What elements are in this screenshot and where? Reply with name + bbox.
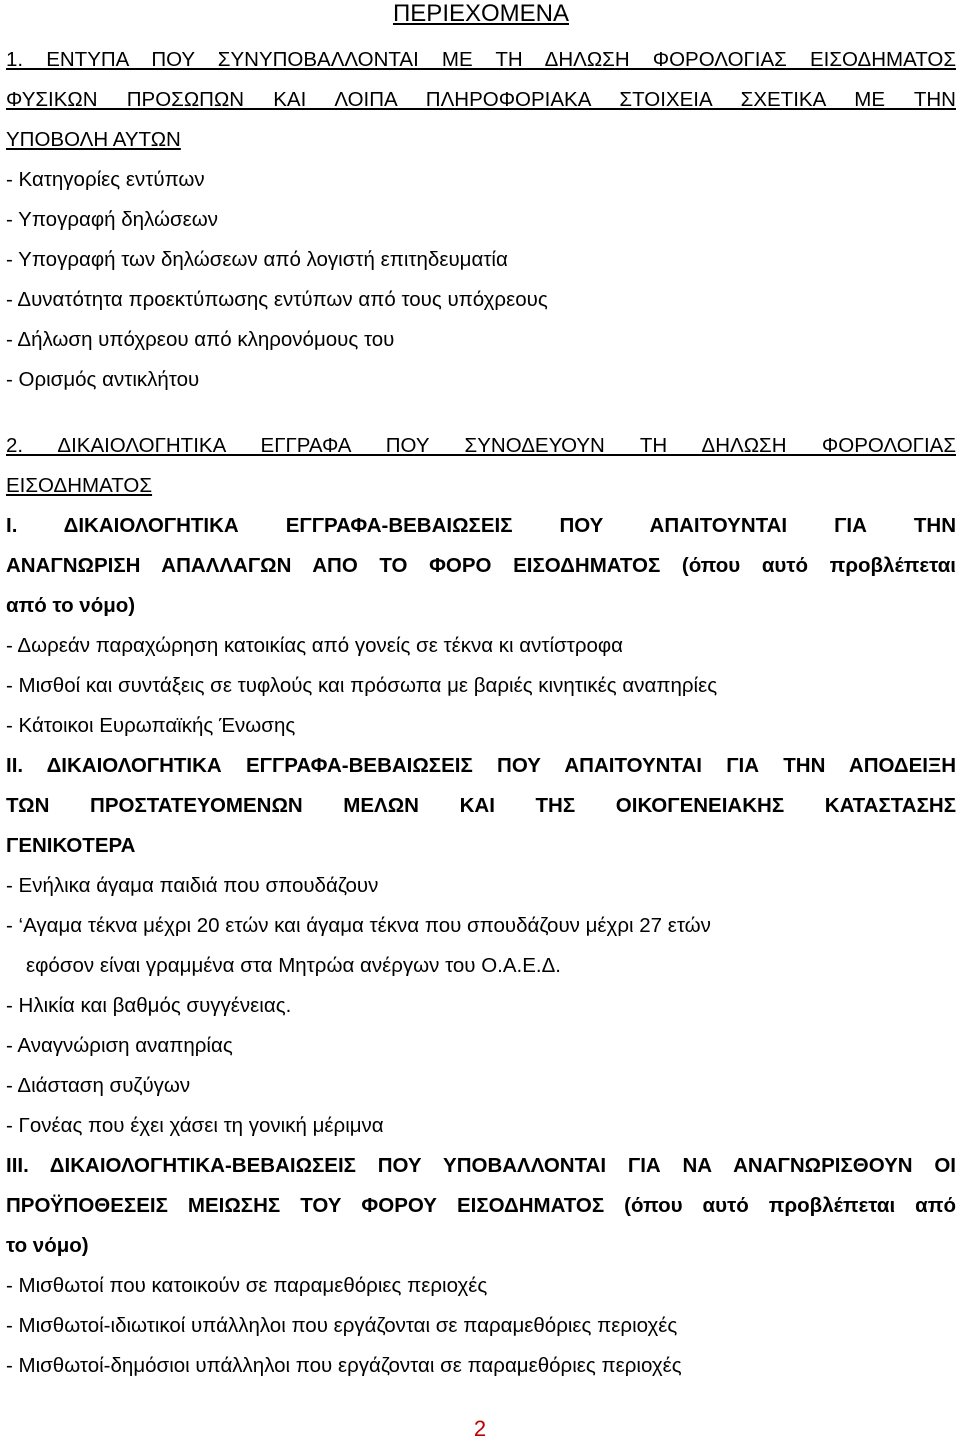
list-item: - Διάσταση συζύγων — [6, 1074, 191, 1097]
list-item: - Μισθοί και συντάξεις σε τυφλούς και πρόσωπα με βαριές κινητικές αναπηρίες — [6, 674, 718, 697]
section-1-heading-line: 1. ΕΝΤΥΠΑ ΠΟΥ ΣΥΝΥΠΟΒΑΛΛΟΝΤΑΙ ΜΕ ΤΗ ΔΗΛΩΣΗ ΦΟΡΟΛΟΓΙΑΣ ΕΙΣΟΔΗΜΑΤΟΣ — [6, 48, 956, 71]
subsection-3-heading-line: ΙΙΙ. ΔΙΚΑΙΟΛΟΓΗΤΙΚΑ-ΒΕΒΑΙΩΣΕΙΣ ΠΟΥ ΥΠΟΒΑΛΛΟΝΤΑΙ ΓΙΑ ΝΑ ΑΝΑΓΝΩΡΙΣΘΟΥΝ ΟΙ — [6, 1154, 956, 1177]
list-item: - Μισθωτοί-ιδιωτικοί υπάλληλοι που εργάζονται σε παραμεθόριες περιοχές — [6, 1314, 678, 1337]
section-spacer — [6, 400, 956, 426]
section-2-heading-line: ΕΙΣΟΔΗΜΑΤΟΣ — [6, 474, 153, 497]
subsection-3-heading-line: ΠΡΟΫΠΟΘΕΣΕΙΣ ΜΕΙΩΣΗΣ ΤΟΥ ΦΟΡΟΥ ΕΙΣΟΔΗΜΑΤΟΣ (όπου αυτό προβλέπεται από — [6, 1194, 956, 1217]
list-item: - Μισθωτοί που κατοικούν σε παραμεθόριες περιοχές — [6, 1274, 488, 1297]
list-item: - Δήλωση υπόχρεου από κληρονόμους του — [6, 328, 395, 351]
list-item-continuation: εφόσον είναι γραμμένα στα Μητρώα ανέργων του Ο.Α.Ε.Δ. — [26, 954, 561, 977]
subsection-1-heading-line: από το νόμο) — [6, 594, 136, 617]
list-item: - Ηλικία και βαθμός συγγένειας. — [6, 994, 292, 1017]
subsection-3-heading-line: το νόμο) — [6, 1234, 89, 1257]
subsection-1-heading-line: ΑΝΑΓΝΩΡΙΣΗ ΑΠΑΛΛΑΓΩΝ ΑΠΟ ΤΟ ΦΟΡΟ ΕΙΣΟΔΗΜΑΤΟΣ (όπου αυτό προβλέπεται — [6, 554, 956, 577]
subsection-1-heading-line: Ι. ΔΙΚΑΙΟΛΟΓΗΤΙΚΑ ΕΓΓΡΑΦΑ-ΒΕΒΑΙΩΣΕΙΣ ΠΟΥ ΑΠΑΙΤΟΥΝΤΑΙ ΓΙΑ ΤΗΝ — [6, 514, 956, 537]
list-item: - Ενήλικα άγαμα παιδιά που σπουδάζουν — [6, 874, 379, 897]
list-item: - Γονέας που έχει χάσει τη γονική μέριμνα — [6, 1114, 384, 1137]
list-item: - Αναγνώριση αναπηρίας — [6, 1034, 233, 1057]
list-item: - Μισθωτοί-δημόσιοι υπάλληλοι που εργάζονται σε παραμεθόριες περιοχές — [6, 1354, 682, 1377]
list-item: - ‘Αγαμα τέκνα μέχρι 20 ετών και άγαμα τέκνα που σπουδάζουν μέχρι 27 ετών — [6, 914, 711, 937]
list-item: - Υπογραφή δηλώσεων — [6, 208, 219, 231]
section-2 — [6, 426, 956, 1386]
page-number: 2 — [473, 1416, 487, 1441]
list-item: - Δωρεάν παραχώρηση κατοικίας από γονείς σε τέκνα κι αντίστροφα — [6, 634, 624, 657]
section-1 — [6, 40, 956, 400]
list-item: - Ορισμός αντικλήτου — [6, 368, 200, 391]
document-page — [6, 0, 956, 1386]
subsection-2-heading-line: ΙΙ. ΔΙΚΑΙΟΛΟΓΗΤΙΚΑ ΕΓΓΡΑΦΑ-ΒΕΒΑΙΩΣΕΙΣ ΠΟΥ ΑΠΑΙΤΟΥΝΤΑΙ ΓΙΑ ΤΗΝ ΑΠΟΔΕΙΞΗ — [6, 754, 956, 777]
section-2-heading-line: 2. ΔΙΚΑΙΟΛΟΓΗΤΙΚΑ ΕΓΓΡΑΦΑ ΠΟΥ ΣΥΝΟΔΕΥΟΥΝ ΤΗ ΔΗΛΩΣΗ ΦΟΡΟΛΟΓΙΑΣ — [6, 434, 956, 457]
list-item: - Κατηγορίες εντύπων — [6, 168, 205, 191]
section-1-heading-line: ΦΥΣΙΚΩΝ ΠΡΟΣΩΠΩΝ ΚΑΙ ΛΟΙΠΑ ΠΛΗΡΟΦΟΡΙΑΚΑ ΣΤΟΙΧΕΙΑ ΣΧΕΤΙΚΑ ΜΕ ΤΗΝ — [6, 88, 956, 111]
subsection-2-heading-line: ΤΩΝ ΠΡΟΣΤΑΤΕΥΟΜΕΝΩΝ ΜΕΛΩΝ ΚΑΙ ΤΗΣ ΟΙΚΟΓΕΝΕΙΑΚΗΣ ΚΑΤΑΣΤΑΣΗΣ — [6, 794, 956, 817]
list-item: - Υπογραφή των δηλώσεων από λογιστή επιτηδευματία — [6, 248, 508, 271]
list-item: - Κάτοικοι Ευρωπαϊκής Ένωσης — [6, 714, 296, 737]
list-item: - Δυνατότητα προεκτύπωσης εντύπων από τους υπόχρεους — [6, 288, 548, 311]
page-title: ΠΕΡΙΕΧΟΜΕΝΑ — [392, 0, 570, 27]
section-1-heading-line: ΥΠΟΒΟΛΗ ΑΥΤΩΝ — [6, 128, 181, 151]
subsection-2-heading-line: ΓΕΝΙΚΟΤΕΡΑ — [6, 834, 136, 857]
